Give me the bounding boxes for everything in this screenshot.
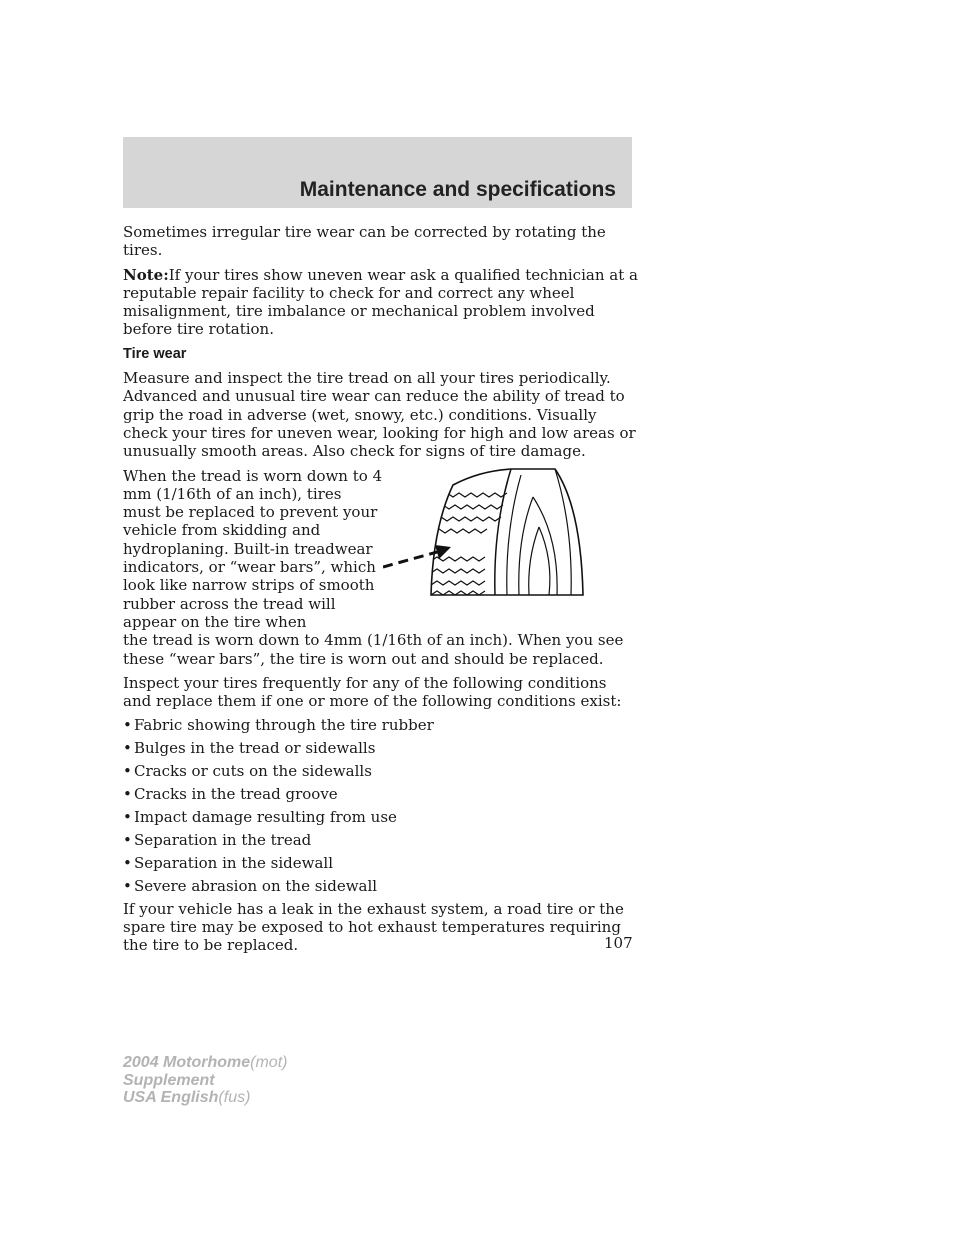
section-header-band <box>123 137 632 208</box>
bullet-icon: • <box>123 716 132 735</box>
list-item <box>123 831 638 849</box>
list-item <box>123 762 638 780</box>
measure-paragraph: Measure and inspect the tire tread on all your tires periodically. Advanced and unusual tire wear can reduce the ability of tread to grip the road in adverse (wet, snowy, etc.) conditions. Visually check your tires for uneven wear, looking for high and low areas or unusually smooth areas. Also check for signs of tire damage. <box>123 369 636 461</box>
inspect-paragraph: Inspect your tires frequently for any of the following conditions and replace them if one or more of the following conditions exist: <box>123 673 622 711</box>
bullet-icon: • <box>123 853 132 872</box>
list-item <box>123 739 638 757</box>
tire-wear-bar-illustration <box>383 467 638 597</box>
footer-language: USA English <box>123 1089 219 1106</box>
tire-condition-list <box>123 716 638 895</box>
footer-language-code: (fus) <box>218 1089 251 1106</box>
list-item-text: Fabric showing through the tire rubber <box>134 716 434 735</box>
footer-line-2 <box>123 1072 287 1090</box>
footer-doc-type: Supplement <box>123 1071 215 1089</box>
tire-wear-heading: Tire wear <box>123 345 187 362</box>
bullet-icon: • <box>123 876 132 895</box>
bullet-icon: • <box>123 807 132 826</box>
section-title: Maintenance and specifications <box>299 178 616 201</box>
list-item <box>123 808 638 826</box>
footer-model: 2004 Motorhome <box>123 1054 251 1071</box>
note-text: If your tires show uneven wear ask a qualified technician at a reputable repair facility to check for and correct any wheel misalignment, tire imbalance or mechanical problem involved before tire rotation. <box>123 265 638 339</box>
bullet-icon: • <box>123 762 132 781</box>
tread-continued-paragraph: the tread is worn down to 4mm (1/16th of an inch). When you see these “wear bars”, the tire is worn out and should be replaced. <box>123 631 624 668</box>
list-item-text: Cracks in the tread groove <box>134 785 338 804</box>
list-item-text: Bulges in the tread or sidewalls <box>134 739 376 758</box>
note-paragraph <box>123 266 638 339</box>
list-item <box>123 785 638 803</box>
list-item-text: Separation in the sidewall <box>134 853 334 872</box>
bullet-icon: • <box>123 785 132 804</box>
tread-wrap-block <box>123 467 638 632</box>
list-item <box>123 716 638 734</box>
page-number: 107 <box>604 934 633 952</box>
footer-line-1 <box>123 1054 287 1072</box>
bullet-icon: • <box>123 830 132 849</box>
tread-wrap-text: When the tread is worn down to 4 mm (1/16th of an inch), tires must be replaced to prevent your vehicle from skidding and hydroplaning. Built-in treadwear indicators, or “wear bars”, which look like narrow strips of smooth rubber across the tread will appear on the tire when <box>123 466 383 631</box>
list-item-text: Separation in the tread <box>134 830 312 849</box>
list-item-text: Impact damage resulting from use <box>134 807 397 826</box>
document-footer <box>123 1054 287 1107</box>
page-body <box>123 223 638 960</box>
rotation-paragraph: Sometimes irregular tire wear can be corrected by rotating the tires. <box>123 223 606 260</box>
list-item <box>123 877 638 895</box>
list-item <box>123 854 638 872</box>
list-item-text: Severe abrasion on the sidewall <box>134 876 378 895</box>
bullet-icon: • <box>123 739 132 758</box>
exhaust-paragraph: If your vehicle has a leak in the exhaust system, a road tire or the spare tire may be exposed to hot exhaust temperatures requiring the tire to be replaced. <box>123 899 624 955</box>
footer-model-code: (mot) <box>250 1054 288 1071</box>
note-label: Note: <box>123 265 169 284</box>
footer-line-3 <box>123 1089 287 1107</box>
list-item-text: Cracks or cuts on the sidewalls <box>134 762 372 781</box>
